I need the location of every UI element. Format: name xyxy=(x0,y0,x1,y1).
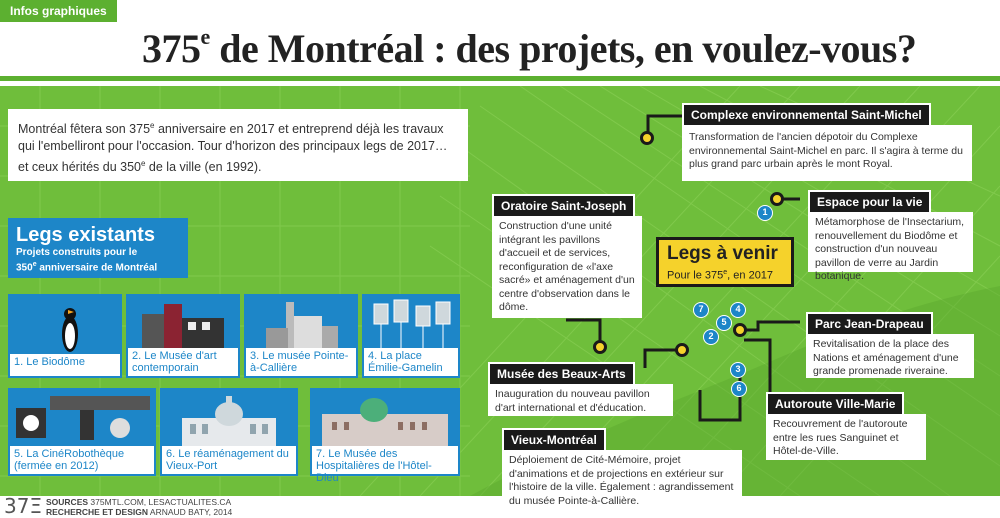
tile-label: 1. Le Biodôme xyxy=(10,354,120,376)
tile-label: 2. Le Musée d'art contemporain xyxy=(128,348,238,376)
legs-existants-title: Legs existants xyxy=(16,224,155,246)
location-dot xyxy=(640,131,654,145)
map-pin: 4 xyxy=(730,302,746,318)
callout-text: Revitalisation de la place des Nations et aménagement d'une grande promenade riveraine. xyxy=(813,338,959,377)
legs-existants-subtitle: Projets construits pour le 350e anniversaire de Montréal xyxy=(16,247,158,274)
map-pin: 7 xyxy=(693,302,709,318)
tile-label: 7. Le Musée des Hospitalières de l'Hôtel-Dieu xyxy=(312,446,458,474)
callout-title: Musée des Beaux-Arts xyxy=(488,362,635,386)
tile-label: 5. La CinéRobothèque (fermée en 2012) xyxy=(10,446,154,474)
location-dot xyxy=(770,192,784,206)
callout-text: Inauguration du nouveau pavillon d'art international et d'éducation. xyxy=(495,388,650,414)
legs-a-venir-badge xyxy=(656,237,794,287)
callout-title: Complexe environnemental Saint-Michel xyxy=(682,103,931,127)
map-pin: 5 xyxy=(716,315,732,331)
callout-text: Recouvrement de l'autoroute entre les rues Sanguinet et Hôtel-de-Ville. xyxy=(773,418,908,457)
callout-ville-marie xyxy=(766,397,926,460)
callout-title: Parc Jean-Drapeau xyxy=(806,312,933,336)
callout-beaux-arts xyxy=(488,367,673,416)
location-dot xyxy=(675,343,689,357)
callout-text: Métamorphose de l'Insectarium, renouvellement du Biodôme et construction d'un nouveau pavillon de verre au Jardin botanique. xyxy=(815,216,965,282)
intro-text: Montréal fêtera son 375e anniversaire en 2017 et entreprend déjà les travaux qui l'embelliront pour l'occasion. Tour d'horizon des principaux legs de 2017… et ceux hérités du 350e de la ville (en 1992). xyxy=(8,109,468,181)
callout-saint-michel xyxy=(682,108,972,181)
logo-375: 37Ξ xyxy=(4,494,43,518)
map-pin: 6 xyxy=(731,381,747,397)
page-title: 375e de Montréal : des projets, en voulez-vous? xyxy=(142,24,917,71)
credits: SOURCES 375MTL.COM, LESACTUALITES.CA RECHERCHE ET DESIGN ARNAUD BATY, 2014 xyxy=(46,497,233,517)
map-pin: 2 xyxy=(703,329,719,345)
callout-text: Transformation de l'ancien dépotoir du Complexe environnemental Saint-Michel en parc. Il s'agira à terme du plus grand parc urbain après le mont Royal. xyxy=(689,131,963,170)
tile-label: 3. Le musée Pointe-à-Callière xyxy=(246,348,356,376)
callout-text: Déploiement de Cité-Mémoire, projet d'animations et de projections en extérieur sur l'histoire de la ville. Également : agrandissement du musée Pointe-à-Callière. xyxy=(509,454,734,507)
callout-title: Vieux-Montréal xyxy=(502,428,606,452)
tile-label: 6. Le réaménagement du Vieux-Port xyxy=(162,446,296,474)
section-tag: Infos graphiques xyxy=(0,0,117,22)
map-pin: 1 xyxy=(757,205,773,221)
legs-a-venir-title: Legs à venir xyxy=(667,243,778,264)
callout-title: Oratoire Saint-Joseph xyxy=(492,194,635,218)
location-dot xyxy=(593,340,607,354)
callout-jean-drapeau xyxy=(806,317,974,378)
callout-oratoire xyxy=(492,199,642,318)
callout-text: Construction d'une unité intégrant les pavillons d'accueil et de services, reconfiguration de «l'axe sacré» et aménagement d'un centre d'observation dans le dôme. xyxy=(499,220,635,313)
tile-label: 4. La place Émilie-Gamelin xyxy=(364,348,458,376)
location-dot xyxy=(733,323,747,337)
callout-espace-vie xyxy=(808,195,973,282)
callout-title: Espace pour la vie xyxy=(808,190,931,214)
legs-a-venir-subtitle: Pour le 375e, en 2017 xyxy=(667,269,774,282)
map-pin: 3 xyxy=(730,362,746,378)
callout-vieux-montreal xyxy=(502,433,742,508)
callout-title: Autoroute Ville-Marie xyxy=(766,392,904,416)
